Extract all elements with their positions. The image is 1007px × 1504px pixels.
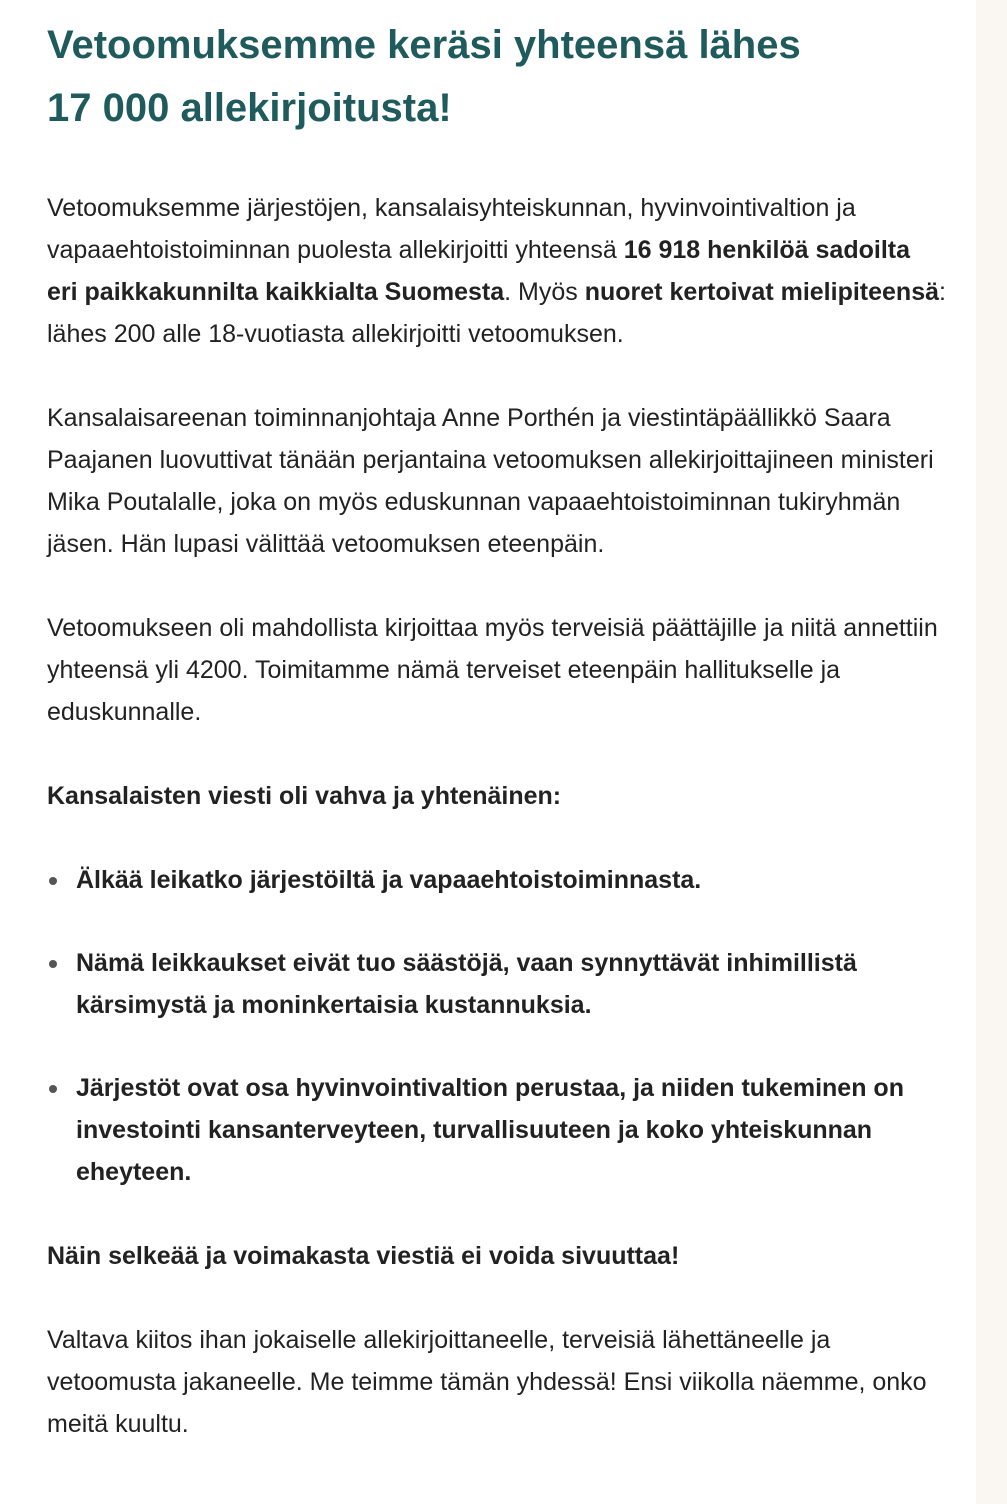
article-heading <box>47 14 847 140</box>
paragraph-text: . Myös <box>504 278 585 306</box>
bullet-icon <box>49 877 57 885</box>
list-item <box>47 859 947 901</box>
bullet-icon <box>49 1085 57 1093</box>
paragraph-text: : lähes 200 alle 18-vuotiasta allekirjoitti vetoomuksen. <box>47 278 946 348</box>
heading-line-1: Vetoomuksemme keräsi yhteensä lähes <box>47 23 801 67</box>
paragraph-signatures <box>47 187 947 355</box>
paragraph-greetings: Vetoomukseen oli mahdollista kirjoittaa myös terveisiä päättäjille ja niitä annettiin yhteensä yli 4200. Toimitamme nämä terveiset eteenpäin hallitukselle ja eduskunnalle. <box>47 614 938 726</box>
message-list <box>47 859 947 1193</box>
bullet-icon <box>49 960 57 968</box>
paragraph-closing: Valtava kiitos ihan jokaiselle allekirjoittaneelle, terveisiä lähettäneelle ja vetoomusta jakaneelle. Me teimme tämän yhdessä! Ensi viikolla näemme, onko meitä kuultu. <box>47 1326 927 1438</box>
list-item <box>47 942 947 1026</box>
list-item <box>47 1067 947 1193</box>
list-item-text: Järjestöt ovat osa hyvinvointivaltion perustaa, ja niiden tukeminen on investointi kansanterveyteen, turvallisuuteen ja koko yhteiskunnan eheyteen. <box>76 1074 904 1186</box>
article-body <box>47 187 947 1445</box>
emphasis-statement: Näin selkeää ja voimakasta viestiä ei voida sivuuttaa! <box>47 1242 680 1270</box>
list-item-text: Nämä leikkaukset eivät tuo säästöjä, vaan synnyttävät inhimillistä kärsimystä ja moninkertaisia kustannuksia. <box>76 949 857 1019</box>
bold-youth-opinion: nuoret kertoivat mielipiteensä <box>584 278 940 306</box>
list-item-text: Älkää leikatko järjestöiltä ja vapaaehtoistoiminnasta. <box>76 866 702 894</box>
list-intro: Kansalaisten viesti oli vahva ja yhtenäinen: <box>47 782 562 810</box>
paragraph-handover: Kansalaisareenan toiminnanjohtaja Anne Porthén ja viestintäpäällikkö Saara Paajanen luovuttivat tänään perjantaina vetoomuksen allekirjoittajineen ministeri Mika Poutalalle, joka on myös eduskunnan vapaaehtoistoiminnan tukiryhmän jäsen. Hän lupasi välittää vetoomuksen eteenpäin. <box>47 404 934 558</box>
paragraph-text: Vetoomuksemme järjestöjen, kansalaisyhteiskunnan, hyvinvointivaltion ja vapaaehtoistoiminnan puolesta allekirjoitti yhteensä <box>47 194 856 264</box>
bold-signature-count: 16 918 henkilöä sadoilta eri paikkakunnilta kaikkialta Suomesta <box>47 236 910 306</box>
heading-line-2: 17 000 allekirjoitusta! <box>47 86 452 130</box>
